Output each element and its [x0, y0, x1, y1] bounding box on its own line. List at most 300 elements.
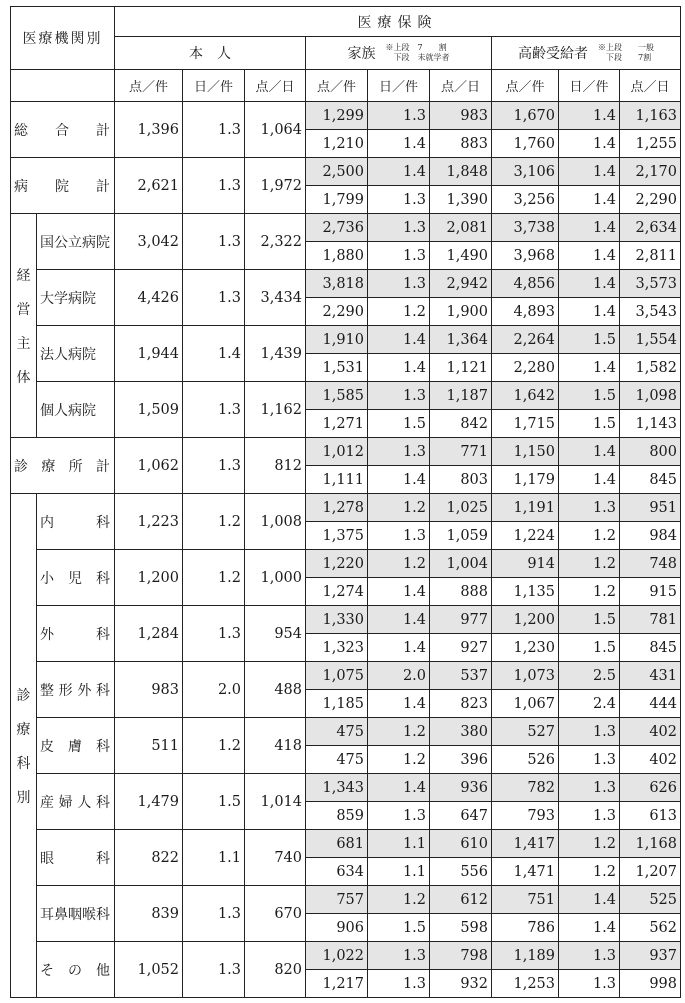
lower-value-cell: 4,893: [492, 298, 559, 326]
label-char: 病: [68, 402, 82, 419]
upper-value-cell: 527: [492, 718, 559, 746]
upper-value-cell: 1,187: [430, 382, 492, 410]
upper-value-cell: 1.4: [559, 438, 620, 466]
honnin-value-cell: 839: [115, 886, 183, 942]
lower-value-cell: 1,715: [492, 410, 559, 438]
table-body: [11, 102, 681, 998]
lower-value-cell: 2,280: [492, 354, 559, 382]
lower-value-cell: 1.4: [368, 634, 430, 662]
lower-value-cell: 1.2: [368, 746, 430, 774]
medical-cost-table: [10, 6, 681, 998]
lower-value-cell: 823: [430, 690, 492, 718]
row-label: [37, 344, 114, 364]
honnin-value-cell: 1.5: [183, 774, 245, 830]
col-header-cell: 点／件: [492, 70, 559, 102]
label-char: 計: [95, 458, 110, 475]
upper-value-cell: 1,073: [492, 662, 559, 690]
upper-value-cell: 1.1: [368, 830, 430, 858]
row-label-cell: [11, 438, 115, 494]
lower-value-cell: 1,799: [306, 186, 368, 214]
honnin-value-cell: 488: [245, 662, 306, 718]
label-char: 耳: [40, 906, 54, 923]
lower-value-cell: 1,760: [492, 130, 559, 158]
label-char: 大: [40, 290, 54, 307]
table-row: [11, 494, 681, 522]
lower-value-cell: 2,811: [620, 242, 681, 270]
upper-value-cell: 1,075: [306, 662, 368, 690]
label-char: 計: [96, 122, 110, 139]
honnin-value-cell: 954: [245, 606, 306, 662]
upper-value-cell: 1.3: [559, 774, 620, 802]
lower-value-cell: 1.3: [559, 746, 620, 774]
honnin-value-cell: 1.2: [183, 494, 245, 550]
row-label: [37, 232, 114, 252]
honnin-value-cell: 1,200: [115, 550, 183, 606]
lower-value-cell: 888: [430, 578, 492, 606]
lower-value-cell: 984: [620, 522, 681, 550]
upper-value-cell: 1,025: [430, 494, 492, 522]
row-label-header-cont: [11, 70, 115, 102]
honnin-value-cell: 1,064: [245, 102, 306, 158]
upper-value-cell: 1.4: [559, 214, 620, 242]
table-row: [11, 718, 681, 746]
upper-value-cell: 1,163: [620, 102, 681, 130]
insurance-header-text: 医療保険: [357, 14, 438, 31]
honnin-value-cell: 1,162: [245, 382, 306, 438]
lower-value-cell: 1.3: [368, 522, 430, 550]
lower-value-cell: 1.4: [559, 130, 620, 158]
lower-value-cell: 1.3: [559, 970, 620, 998]
lower-value-cell: 1.2: [559, 578, 620, 606]
lower-value-cell: 1,900: [430, 298, 492, 326]
honnin-value-cell: 1,944: [115, 326, 183, 382]
upper-value-cell: 475: [306, 718, 368, 746]
honnin-group-header: [115, 37, 306, 70]
table-row: [11, 886, 681, 914]
honnin-value-cell: 1,052: [115, 942, 183, 998]
row-label-cell: [37, 830, 115, 886]
row-label: [37, 848, 114, 868]
lower-value-cell: 3,256: [492, 186, 559, 214]
upper-value-cell: 1,098: [620, 382, 681, 410]
upper-value-cell: 1,554: [620, 326, 681, 354]
lower-value-cell: 1.4: [368, 466, 430, 494]
honnin-value-cell: 3,042: [115, 214, 183, 270]
label-char: 外: [40, 626, 54, 643]
row-label: [37, 288, 114, 308]
lower-value-cell: 1,207: [620, 858, 681, 886]
upper-value-cell: 402: [620, 718, 681, 746]
honnin-value-cell: 1,439: [245, 326, 306, 382]
lower-value-cell: 915: [620, 578, 681, 606]
upper-value-cell: 431: [620, 662, 681, 690]
label-char: 院: [82, 402, 96, 419]
lower-value-cell: 1,179: [492, 466, 559, 494]
upper-value-cell: 681: [306, 830, 368, 858]
upper-value-cell: 1.4: [368, 774, 430, 802]
label-char: 人: [77, 794, 92, 811]
label-char: 科: [96, 570, 110, 587]
honnin-value-cell: 1.3: [183, 270, 245, 326]
label-char: 総: [14, 122, 28, 139]
upper-value-cell: 1.2: [559, 830, 620, 858]
lower-value-cell: 1.4: [368, 354, 430, 382]
honnin-header-text: 本 人: [189, 46, 231, 62]
lower-value-cell: 1.4: [559, 298, 620, 326]
lower-value-cell: 562: [620, 914, 681, 942]
honnin-value-cell: 1,000: [245, 550, 306, 606]
label-char: 院: [82, 290, 96, 307]
label-char: 児: [68, 570, 82, 587]
section-char: 体: [16, 369, 31, 386]
lower-value-cell: 1,224: [492, 522, 559, 550]
label-char: 鼻: [54, 906, 68, 923]
label-char: 形: [58, 682, 73, 699]
lower-value-cell: 1.3: [368, 242, 430, 270]
lower-value-cell: 786: [492, 914, 559, 942]
upper-value-cell: 1.4: [368, 158, 430, 186]
row-label: [37, 792, 114, 812]
section-char: 主: [16, 335, 31, 352]
honnin-value-cell: 2.0: [183, 662, 245, 718]
honnin-value-cell: 1.2: [183, 718, 245, 774]
lower-value-cell: 1,271: [306, 410, 368, 438]
honnin-value-cell: 1.2: [183, 550, 245, 606]
table-row: [11, 438, 681, 466]
label-char: 合: [55, 122, 69, 139]
section-shinryouka: [11, 494, 37, 998]
upper-value-cell: 1,278: [306, 494, 368, 522]
col-header-cell: 日／件: [559, 70, 620, 102]
koureisha-note: ※上段 一般 下段 7割: [598, 43, 654, 62]
honnin-value-cell: 1,509: [115, 382, 183, 438]
upper-value-cell: 2,170: [620, 158, 681, 186]
label-char: 院: [82, 346, 96, 363]
lower-value-cell: 647: [430, 802, 492, 830]
table-row: [11, 662, 681, 690]
upper-value-cell: 4,856: [492, 270, 559, 298]
lower-value-cell: 932: [430, 970, 492, 998]
label-char: 科: [96, 626, 110, 643]
label-char: 療: [41, 458, 56, 475]
upper-value-cell: 3,818: [306, 270, 368, 298]
row-label-cell: [37, 606, 115, 662]
upper-value-cell: 1.3: [368, 270, 430, 298]
section-char: 経: [16, 267, 31, 284]
label-char: 婦: [58, 794, 73, 811]
honnin-value-cell: 1,396: [115, 102, 183, 158]
lower-value-cell: 396: [430, 746, 492, 774]
upper-value-cell: 1,189: [492, 942, 559, 970]
honnin-value-cell: 1.4: [183, 326, 245, 382]
lower-value-cell: 613: [620, 802, 681, 830]
lower-value-cell: 1,143: [620, 410, 681, 438]
section-char: 別: [16, 789, 31, 806]
lower-value-cell: 1,059: [430, 522, 492, 550]
lower-value-cell: 2,290: [306, 298, 368, 326]
lower-value-cell: 1,217: [306, 970, 368, 998]
honnin-value-cell: 1.3: [183, 942, 245, 998]
row-label-cell: [11, 102, 115, 158]
lower-value-cell: 1.3: [368, 970, 430, 998]
label-char: 科: [96, 514, 110, 531]
lower-value-cell: 1,121: [430, 354, 492, 382]
lower-value-cell: 1,135: [492, 578, 559, 606]
upper-value-cell: 782: [492, 774, 559, 802]
lower-value-cell: 444: [620, 690, 681, 718]
honnin-value-cell: 4,426: [115, 270, 183, 326]
upper-value-cell: 1.3: [368, 214, 430, 242]
upper-value-cell: 1.3: [368, 942, 430, 970]
lower-value-cell: 2,290: [620, 186, 681, 214]
label-char: 国: [40, 234, 54, 251]
lower-value-cell: 1.4: [559, 186, 620, 214]
lower-value-cell: 598: [430, 914, 492, 942]
label-char: 院: [55, 178, 69, 195]
row-label: [37, 680, 114, 700]
row-label-cell: [37, 214, 115, 270]
honnin-value-cell: 670: [245, 886, 306, 942]
kazoku-note: ※上段 7 割 下段 未就学者: [385, 43, 450, 62]
row-label: [37, 512, 114, 532]
upper-value-cell: 1.2: [368, 550, 430, 578]
table-row: [11, 270, 681, 298]
upper-value-cell: 1,150: [492, 438, 559, 466]
upper-value-cell: 1.4: [559, 886, 620, 914]
label-char: 膚: [68, 738, 82, 755]
col-header-cell: 日／件: [183, 70, 245, 102]
col-header-cell: 点／日: [620, 70, 681, 102]
upper-value-cell: 1,364: [430, 326, 492, 354]
table-row: [11, 942, 681, 970]
table-row: [11, 830, 681, 858]
lower-value-cell: 1.2: [559, 858, 620, 886]
row-label-cell: [11, 158, 115, 214]
upper-value-cell: 937: [620, 942, 681, 970]
label-char: 計: [96, 178, 110, 195]
honnin-value-cell: 1,062: [115, 438, 183, 494]
section-char: 療: [16, 721, 31, 738]
upper-value-cell: 1,910: [306, 326, 368, 354]
col-header-cell: 点／件: [115, 70, 183, 102]
label-char: 立: [68, 234, 82, 251]
lower-value-cell: 1,067: [492, 690, 559, 718]
honnin-value-cell: 983: [115, 662, 183, 718]
honnin-value-cell: 1.3: [183, 158, 245, 214]
lower-value-cell: 1.4: [559, 914, 620, 942]
label-char: 小: [40, 570, 54, 587]
row-label-cell: [37, 382, 115, 438]
upper-value-cell: 914: [492, 550, 559, 578]
row-label: [37, 624, 114, 644]
upper-value-cell: 1.3: [559, 718, 620, 746]
label-char: 科: [96, 738, 110, 755]
lower-value-cell: 1,253: [492, 970, 559, 998]
row-label-cell: [37, 550, 115, 606]
label-char: 所: [68, 458, 83, 475]
section-label: [11, 265, 36, 387]
insurance-header: [115, 7, 681, 37]
upper-value-cell: 1,012: [306, 438, 368, 466]
label-char: の: [68, 962, 82, 979]
kazoku-header-text: 家族: [347, 46, 376, 62]
upper-value-cell: 800: [620, 438, 681, 466]
honnin-value-cell: 1,972: [245, 158, 306, 214]
label-char: 産: [40, 794, 54, 811]
table-row: [11, 102, 681, 130]
lower-value-cell: 906: [306, 914, 368, 942]
label-char: 病: [82, 234, 96, 251]
lower-value-cell: 1.4: [559, 242, 620, 270]
upper-value-cell: 1.3: [368, 382, 430, 410]
col-header-cell: 点／日: [430, 70, 492, 102]
metric-header-row: [11, 70, 681, 102]
lower-value-cell: 1.2: [368, 298, 430, 326]
row-label-cell: [37, 774, 115, 830]
row-label: [37, 400, 114, 420]
lower-value-cell: 1,274: [306, 578, 368, 606]
row-label: [37, 736, 114, 756]
row-label-cell: [37, 886, 115, 942]
upper-value-cell: 1.3: [368, 102, 430, 130]
lower-value-cell: 1.3: [368, 186, 430, 214]
honnin-value-cell: 1,284: [115, 606, 183, 662]
lower-value-cell: 1,185: [306, 690, 368, 718]
label-char: 院: [96, 234, 110, 251]
upper-value-cell: 1.4: [559, 158, 620, 186]
upper-value-cell: 798: [430, 942, 492, 970]
lower-value-cell: 475: [306, 746, 368, 774]
lower-value-cell: 1.4: [368, 690, 430, 718]
upper-value-cell: 626: [620, 774, 681, 802]
row-label-cell: [37, 942, 115, 998]
row-label-header: [11, 7, 115, 70]
row-label: [37, 904, 114, 924]
upper-value-cell: 1.2: [368, 886, 430, 914]
lower-value-cell: 1.5: [368, 914, 430, 942]
upper-value-cell: 771: [430, 438, 492, 466]
honnin-value-cell: 1,014: [245, 774, 306, 830]
honnin-value-cell: 812: [245, 438, 306, 494]
lower-value-cell: 1.5: [559, 634, 620, 662]
upper-value-cell: 2,081: [430, 214, 492, 242]
upper-value-cell: 1.3: [559, 494, 620, 522]
upper-value-cell: 2.0: [368, 662, 430, 690]
upper-value-cell: 1,191: [492, 494, 559, 522]
honnin-value-cell: 1.3: [183, 606, 245, 662]
lower-value-cell: 1,390: [430, 186, 492, 214]
upper-value-cell: 2,736: [306, 214, 368, 242]
honnin-value-cell: 1.3: [183, 214, 245, 270]
label-char: 病: [68, 290, 82, 307]
upper-value-cell: 2,264: [492, 326, 559, 354]
lower-value-cell: 1,582: [620, 354, 681, 382]
lower-value-cell: 1.3: [559, 802, 620, 830]
upper-value-cell: 1,670: [492, 102, 559, 130]
upper-value-cell: 1.3: [368, 438, 430, 466]
label-char: 人: [54, 346, 68, 363]
label-char: 他: [96, 962, 110, 979]
lower-value-cell: 883: [430, 130, 492, 158]
lower-value-cell: 1,111: [306, 466, 368, 494]
lower-value-cell: 556: [430, 858, 492, 886]
honnin-value-cell: 1.3: [183, 382, 245, 438]
row-label: [37, 568, 114, 588]
section-char: 営: [16, 301, 31, 318]
row-label: [37, 960, 114, 980]
honnin-value-cell: 3,434: [245, 270, 306, 326]
table-row: [11, 214, 681, 242]
lower-value-cell: 1,471: [492, 858, 559, 886]
honnin-value-cell: 1,008: [245, 494, 306, 550]
upper-value-cell: 3,573: [620, 270, 681, 298]
honnin-value-cell: 820: [245, 942, 306, 998]
label-char: 科: [96, 906, 110, 923]
table-row: [11, 382, 681, 410]
col-header-cell: 点／日: [245, 70, 306, 102]
upper-value-cell: 1,417: [492, 830, 559, 858]
label-char: 整: [40, 682, 54, 699]
label-char: 外: [77, 682, 92, 699]
upper-value-cell: 1,299: [306, 102, 368, 130]
upper-value-cell: 1.4: [368, 606, 430, 634]
upper-value-cell: 2,500: [306, 158, 368, 186]
col-header-cell: 点／件: [306, 70, 368, 102]
lower-value-cell: 1.2: [559, 522, 620, 550]
lower-value-cell: 1.4: [368, 130, 430, 158]
upper-value-cell: 1.2: [559, 550, 620, 578]
upper-value-cell: 1.2: [368, 718, 430, 746]
lower-value-cell: 1,323: [306, 634, 368, 662]
upper-value-cell: 1,168: [620, 830, 681, 858]
honnin-value-cell: 1.3: [183, 102, 245, 158]
row-label: [11, 120, 114, 140]
lower-value-cell: 402: [620, 746, 681, 774]
upper-value-cell: 1.5: [559, 606, 620, 634]
upper-value-cell: 1,022: [306, 942, 368, 970]
label-char: 病: [68, 346, 82, 363]
upper-value-cell: 1.4: [368, 326, 430, 354]
upper-value-cell: 525: [620, 886, 681, 914]
row-label-cell: [37, 270, 115, 326]
lower-value-cell: 859: [306, 802, 368, 830]
label-char: 公: [54, 234, 68, 251]
honnin-value-cell: 2,322: [245, 214, 306, 270]
honnin-value-cell: 2,621: [115, 158, 183, 214]
label-char: 科: [95, 682, 110, 699]
lower-value-cell: 845: [620, 634, 681, 662]
label-char: 診: [14, 458, 28, 475]
upper-value-cell: 1.4: [559, 270, 620, 298]
upper-value-cell: 1,330: [306, 606, 368, 634]
upper-value-cell: 751: [492, 886, 559, 914]
label-char: 科: [95, 794, 110, 811]
honnin-value-cell: 511: [115, 718, 183, 774]
lower-value-cell: 1.5: [368, 410, 430, 438]
lower-value-cell: 1.4: [559, 354, 620, 382]
section-keiei: [11, 214, 37, 438]
label-char: 皮: [40, 738, 54, 755]
koureisha-header-text: 高齢受給者: [518, 46, 588, 62]
honnin-value-cell: 1.3: [183, 886, 245, 942]
label-char: 病: [14, 178, 28, 195]
honnin-value-cell: 740: [245, 830, 306, 886]
lower-value-cell: 1.5: [559, 410, 620, 438]
honnin-value-cell: 822: [115, 830, 183, 886]
upper-value-cell: 977: [430, 606, 492, 634]
honnin-value-cell: 418: [245, 718, 306, 774]
label-char: 咽: [68, 906, 82, 923]
